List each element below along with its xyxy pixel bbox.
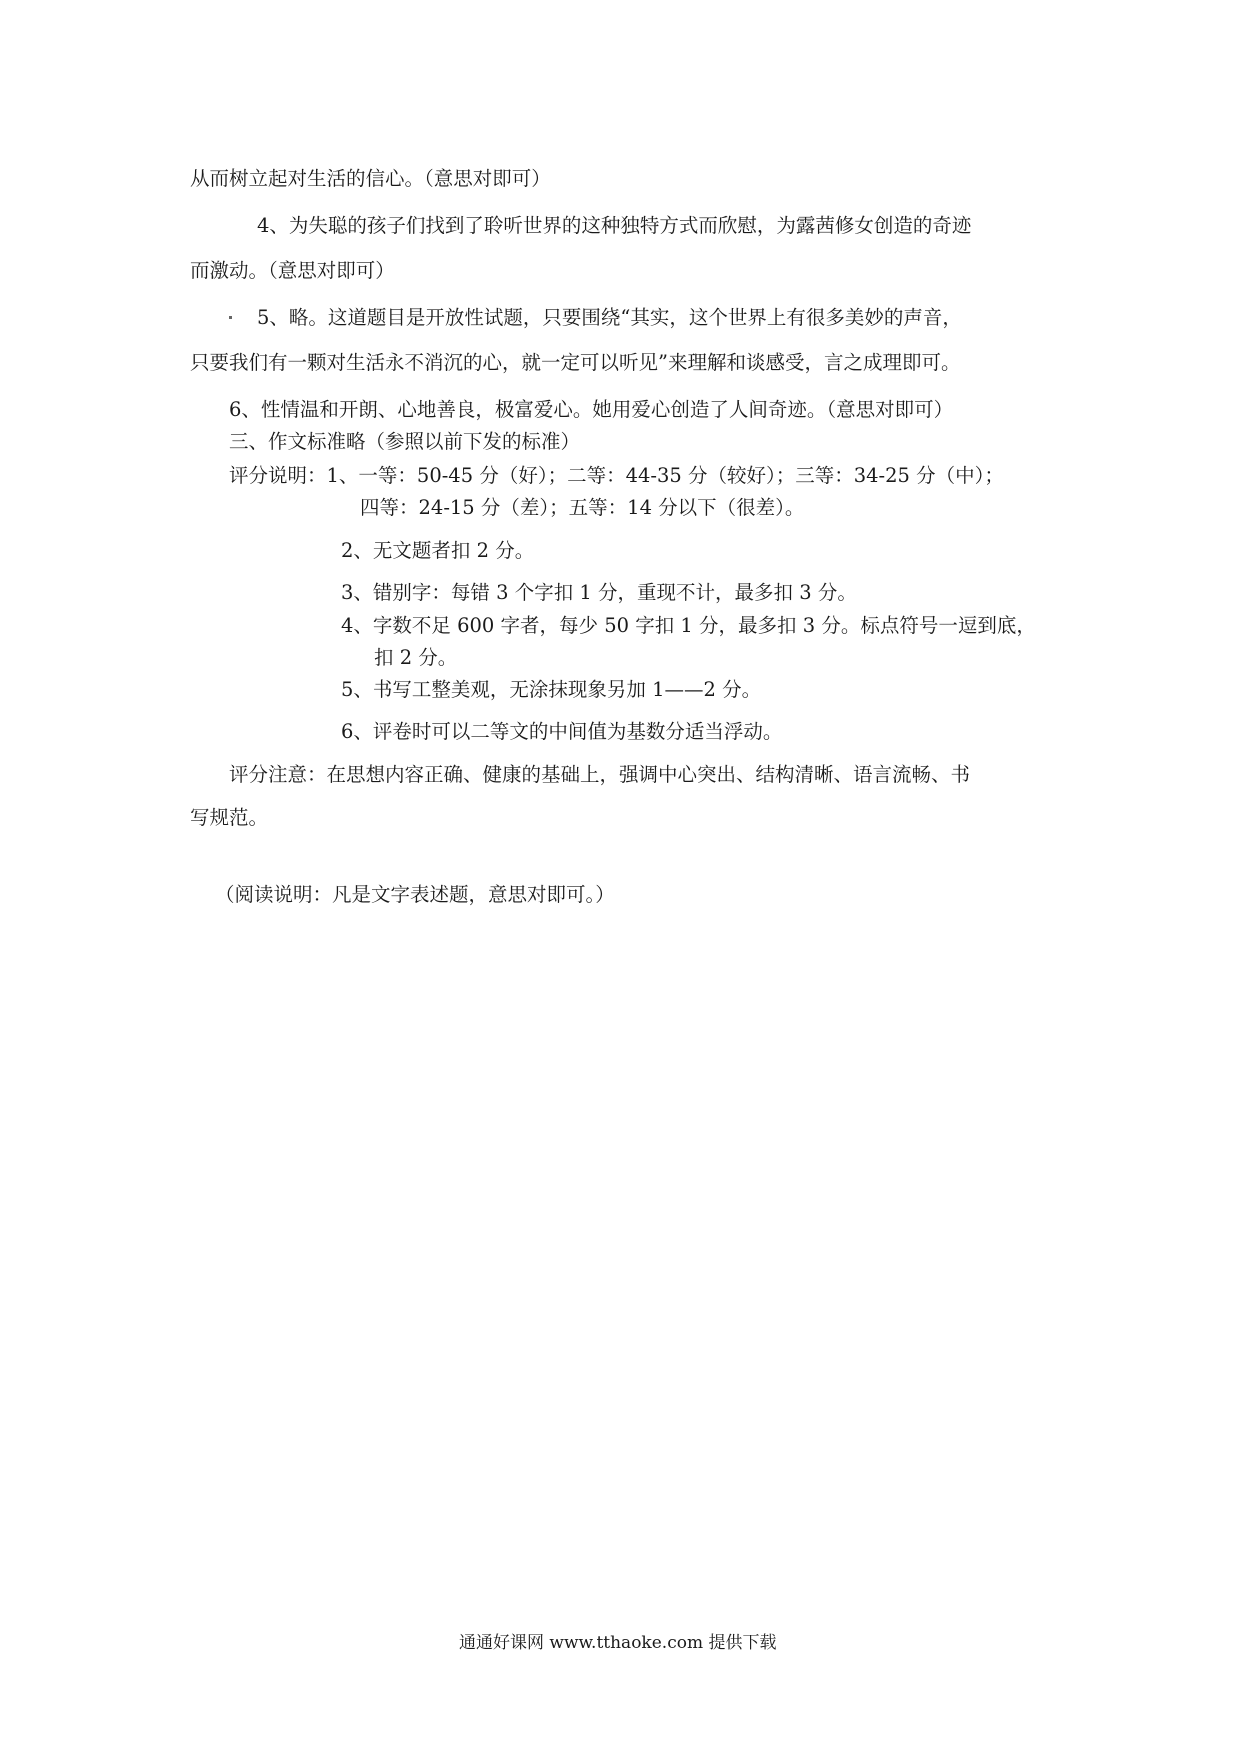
scoring-rule-3: 3、错别字：每错 3 个字扣 1 分，重现不计，最多扣 3 分。: [341, 581, 857, 604]
page-footer: 通通好课网 www.tthaoke.com 提供下载: [459, 1633, 777, 1653]
scoring-note-line-1: 评分注意：在思想内容正确、健康的基础上，强调中心突出、结构清晰、语言流畅、书: [229, 763, 971, 786]
scoring-note-line-2: 写规范。: [190, 806, 269, 829]
scan-speck: [229, 316, 232, 319]
reading-note: （阅读说明：凡是文字表述题，意思对即可。）: [215, 883, 615, 906]
composition-heading: 三、作文标准略（参照以前下发的标准）: [229, 430, 581, 453]
scoring-rule-6: 6、评卷时可以二等文的中间值为基数分适当浮动。: [341, 720, 783, 743]
answer-6: 6、性情温和开朗、心地善良，极富爱心。她用爱心创造了人间奇迹。（意思对即可）: [229, 398, 954, 421]
answer-continuation: 从而树立起对生活的信心。（意思对即可）: [190, 167, 551, 190]
scoring-rule-5: 5、书写工整美观，无涂抹现象另加 1——2 分。: [341, 678, 762, 701]
scoring-rule-4-line-2: 扣 2 分。: [374, 646, 458, 669]
scoring-rule-1-line-2: 四等：24-15 分（差）；五等：14 分以下（很差）。: [360, 496, 805, 519]
answer-5-line-1: 5、略。这道题目是开放性试题，只要围绕“其实，这个世界上有很多美妙的声音，: [257, 306, 962, 329]
scoring-rule-2: 2、无文题者扣 2 分。: [341, 539, 535, 562]
answer-4-line-1: 4、为失聪的孩子们找到了聆听世界的这种独特方式而欣慰，为露茜修女创造的奇迹: [257, 214, 972, 237]
scoring-rule-1-line-1: 评分说明：1、一等：50-45 分（好）；二等：44-35 分（较好）；三等：34-25 分（中）；: [229, 464, 1004, 487]
answer-5-line-2: 只要我们有一颗对生活永不消沉的心，就一定可以听见”来理解和谈感受，言之成理即可。: [190, 351, 961, 374]
scoring-rule-4-line-1: 4、字数不足 600 字者，每少 50 字扣 1 分，最多扣 3 分。标点符号一逗到底，: [341, 614, 1036, 637]
answer-4-line-2: 而激动。（意思对即可）: [190, 259, 395, 282]
